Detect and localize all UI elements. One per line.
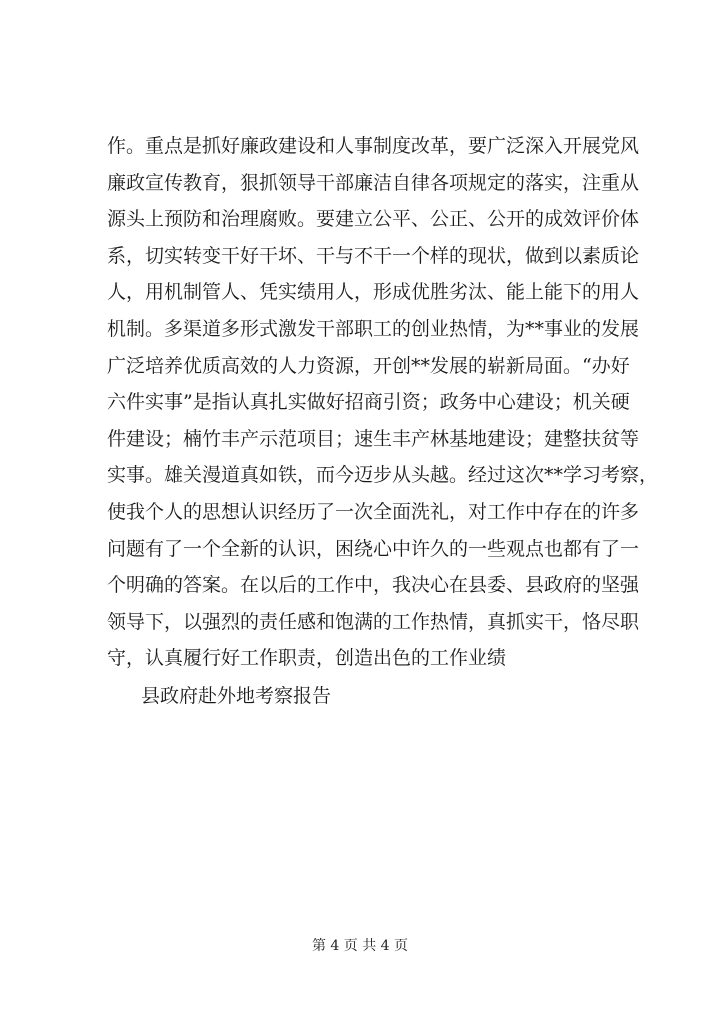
- page-number-footer: 第 4 页 共 4 页: [311, 938, 409, 954]
- body-line: 个明确的答案。在以后的工作中，我决心在县委、县政府的坚强: [107, 574, 640, 597]
- body-line: 作。重点是抓好廉政建设和人事制度改革，要广泛深入开展党风: [107, 135, 640, 157]
- body-line: 使我个人的思想认识经历了一次全面洗礼，对工作中存在的许多: [107, 500, 640, 523]
- body-line: 源头上预防和治理腐败。要建立公平、公正、公开的成效评价体: [107, 208, 640, 231]
- body-line: 廉政宣传教育，狠抓领导干部廉洁自律各项规定的落实，注重从: [107, 171, 640, 194]
- body-line: 人，用机制管人、凭实绩用人，形成优胜劣汰、能上能下的用人: [107, 281, 640, 304]
- body-line: 问题有了一个全新的认识，困绕心中许久的一些观点也都有了一: [107, 537, 640, 560]
- body-line: 机制。多渠道多形式激发干部职工的创业热情，为**事业的发展: [107, 317, 640, 340]
- body-line: 守，认真履行好工作职责，创造出色的工作业绩: [107, 647, 507, 670]
- body-line: 六件实事”是指认真扎实做好招商引资；政务中心建设；机关硬: [107, 391, 630, 414]
- body-line: 广泛培养优质高效的人力资源，开创**发展的崭新局面。“办好: [107, 354, 630, 377]
- body-line: 系，切实转变干好干坏、干与不干一个样的现状，做到以素质论: [107, 244, 640, 267]
- document-subtitle: 县政府赴外地考察报告: [141, 685, 332, 707]
- body-line: 件建设；楠竹丰产示范项目；速生丰产林基地建设；建整扶贫等: [107, 427, 640, 450]
- body-line: 实事。雄关漫道真如铁，而今迈步从头越。经过这次**学习考察，: [107, 464, 659, 487]
- body-paragraph: [107, 128, 659, 677]
- body-line: 领导下，以强烈的责任感和饱满的工作热情，真抓实干，恪尽职: [107, 610, 640, 633]
